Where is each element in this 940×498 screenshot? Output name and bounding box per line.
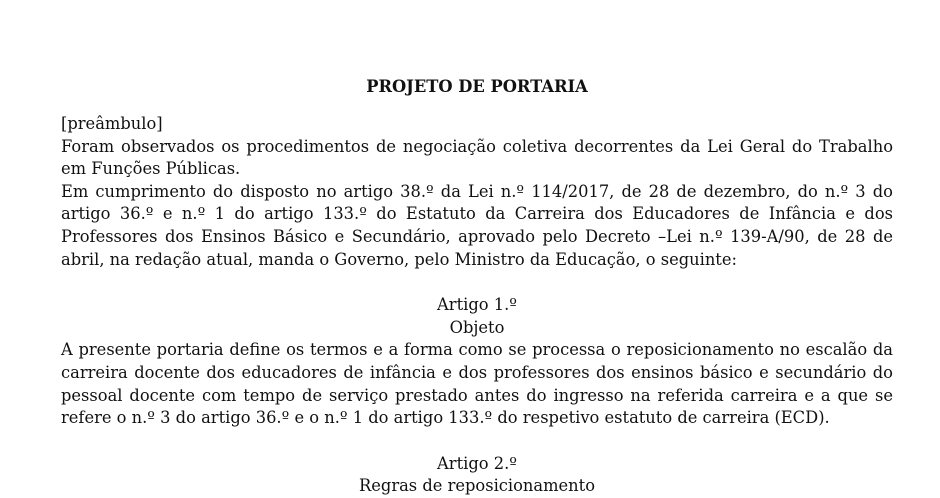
article-2-heading: Artigo 2.º xyxy=(437,453,517,473)
negotiation-paragraph: Foram observados os procedimentos de negociação coletiva decorrentes da Lei Geral do Trabalho em Funções Públicas. xyxy=(61,136,893,179)
preamble-label: [preâmbulo] xyxy=(61,114,163,133)
article-1-subtitle: Objeto xyxy=(449,317,505,337)
section-spacer xyxy=(61,430,893,453)
legal-basis-paragraph: Em cumprimento do disposto no artigo 38.º da Lei n.º 114/2017, de 28 de dezembro, do n.º 3 do artigo 36.º e n.º 1 do artigo 133.º do Estatuto da Carreira dos Educadores de Infância e dos Professores dos Ensinos Básico e Secundário, aprovado pelo Decreto –Lei n.º 139-A/90, de 28 de abril, na redação atual, manda o Governo, pelo Ministro da Educação, o seguinte: xyxy=(61,181,893,269)
article-1-body: A presente portaria define os termos e a forma como se processa o reposicionamento no escalão da carreira docente dos educadores de infância e dos professores dos ensinos básico e secundário do pessoal docente com tempo de serviço prestado antes do ingresso na referida carreira e a que se refere o n.º 3 do artigo 36.º e o n.º 1 do artigo 133.º do respetivo estatuto de carreira (ECD). xyxy=(61,340,893,428)
document-title: PROJETO DE PORTARIA xyxy=(366,77,588,96)
article-1-heading: Artigo 1.º xyxy=(437,295,517,315)
section-spacer xyxy=(61,271,893,294)
article-2-subtitle: Regras de reposicionamento xyxy=(359,476,595,496)
document-page xyxy=(61,76,893,498)
